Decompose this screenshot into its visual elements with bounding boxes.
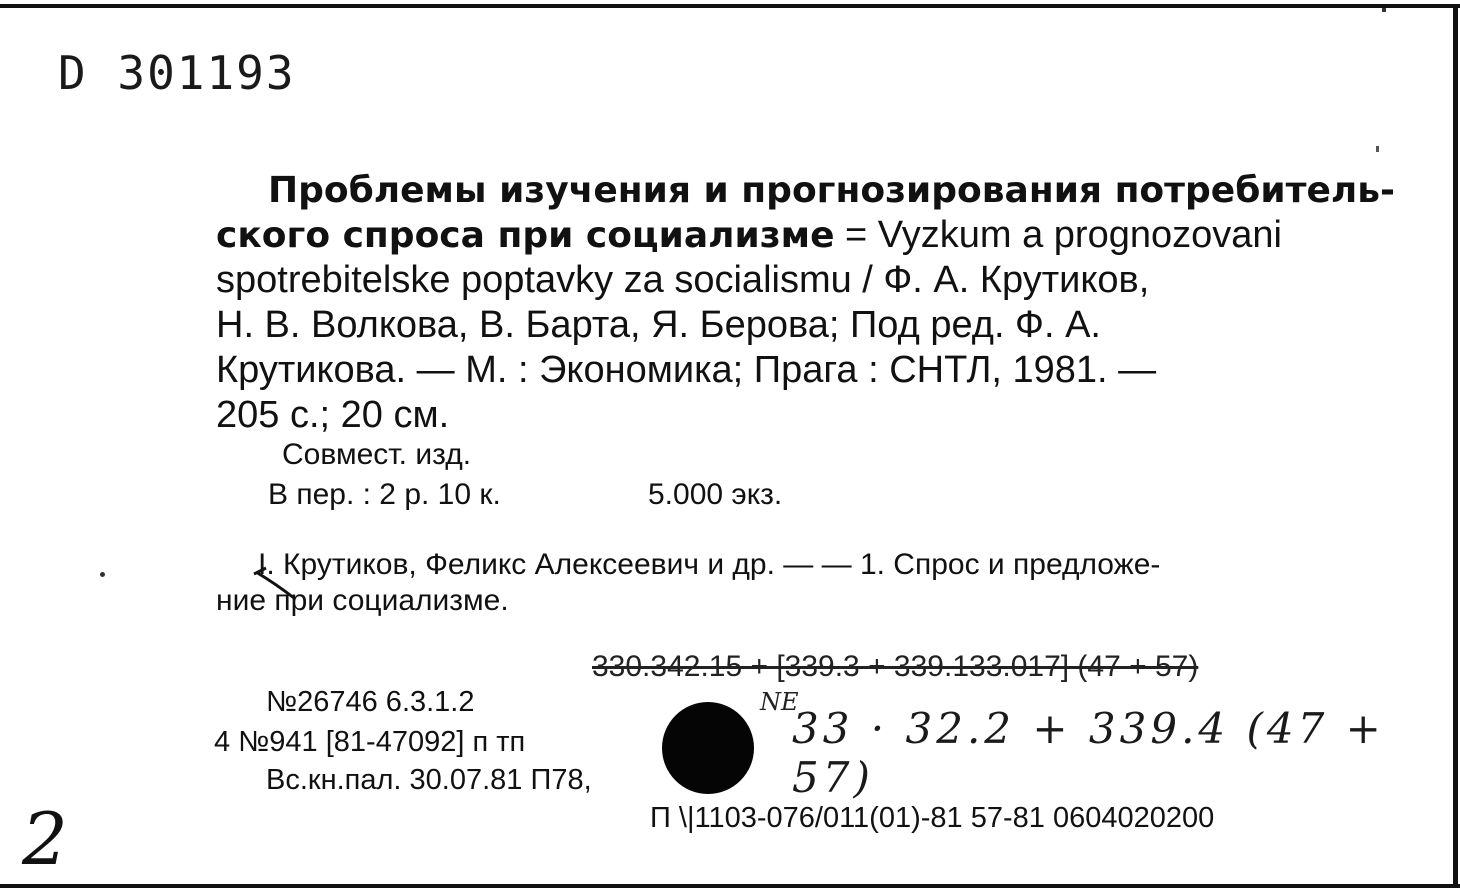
title-part-1: Проблемы изучения и прогнозирования потребитель- [268,170,1395,211]
pencil-check-mark [250,566,300,602]
card-number: D 301193 [58,46,296,100]
handwritten-prefix: NE [760,688,799,716]
punched-hole-mark [662,702,754,794]
parallel-title-start: = Vyzkum a prognozovani [834,214,1282,256]
stray-mark [100,572,105,577]
bibliographic-description [216,168,1395,438]
registry-line-1: №26746 6.3.1.2 [266,686,475,718]
authors-line: Н. В. Волкова, В. Барта, Я. Берова; Под ред. Ф. А. [216,304,1101,346]
imprint-line: Крутикова. — М. : Экономика; Прага : СНТЛ, 1981. — [216,349,1157,391]
title-line-1 [216,168,1395,213]
stray-mark-top [1376,146,1379,152]
title-part-2: ского спроса при социализме [216,215,835,256]
handwritten-corner-mark [14,798,84,878]
registry-line-3: Вс.кн.пал. 30.07.81 П78, [266,764,592,796]
tracings-line-2: ние при социализме. [216,584,509,617]
card-top-border [0,4,1460,8]
handwritten-classification: 33 · 32.2 + 339.4 (47 + 57) [792,704,1385,802]
parallel-title-line: spotrebitelske poptavky za socialismu / Ф. А. Крутиков, [216,259,1150,301]
price-note: В пер. : 2 р. 10 к. [268,478,501,511]
bottom-code: П \|1103-076/011(01)-81 57-81 0604020200 [650,802,1215,834]
struck-classification: 330.342.15 + [339.3 + 339.133.017] (47 + 57) [592,650,1199,683]
copies-note: 5.000 экз. [648,478,783,511]
registry-line-2: 4 №941 [81-47092] п тп [214,726,526,758]
corner-mark-text: 2 [22,798,68,878]
collation-line: 205 с.; 20 см. [216,394,450,436]
joint-edition-note: Совмест. изд. [282,438,472,471]
stray-mark-corner [1382,8,1386,12]
tracings-line-1: I. Крутиков, Феликс Алексеевич и др. — — 1. Спрос и предложе- [258,548,1161,581]
title-line-2 [216,213,1386,258]
card-bottom-border [0,884,1460,888]
